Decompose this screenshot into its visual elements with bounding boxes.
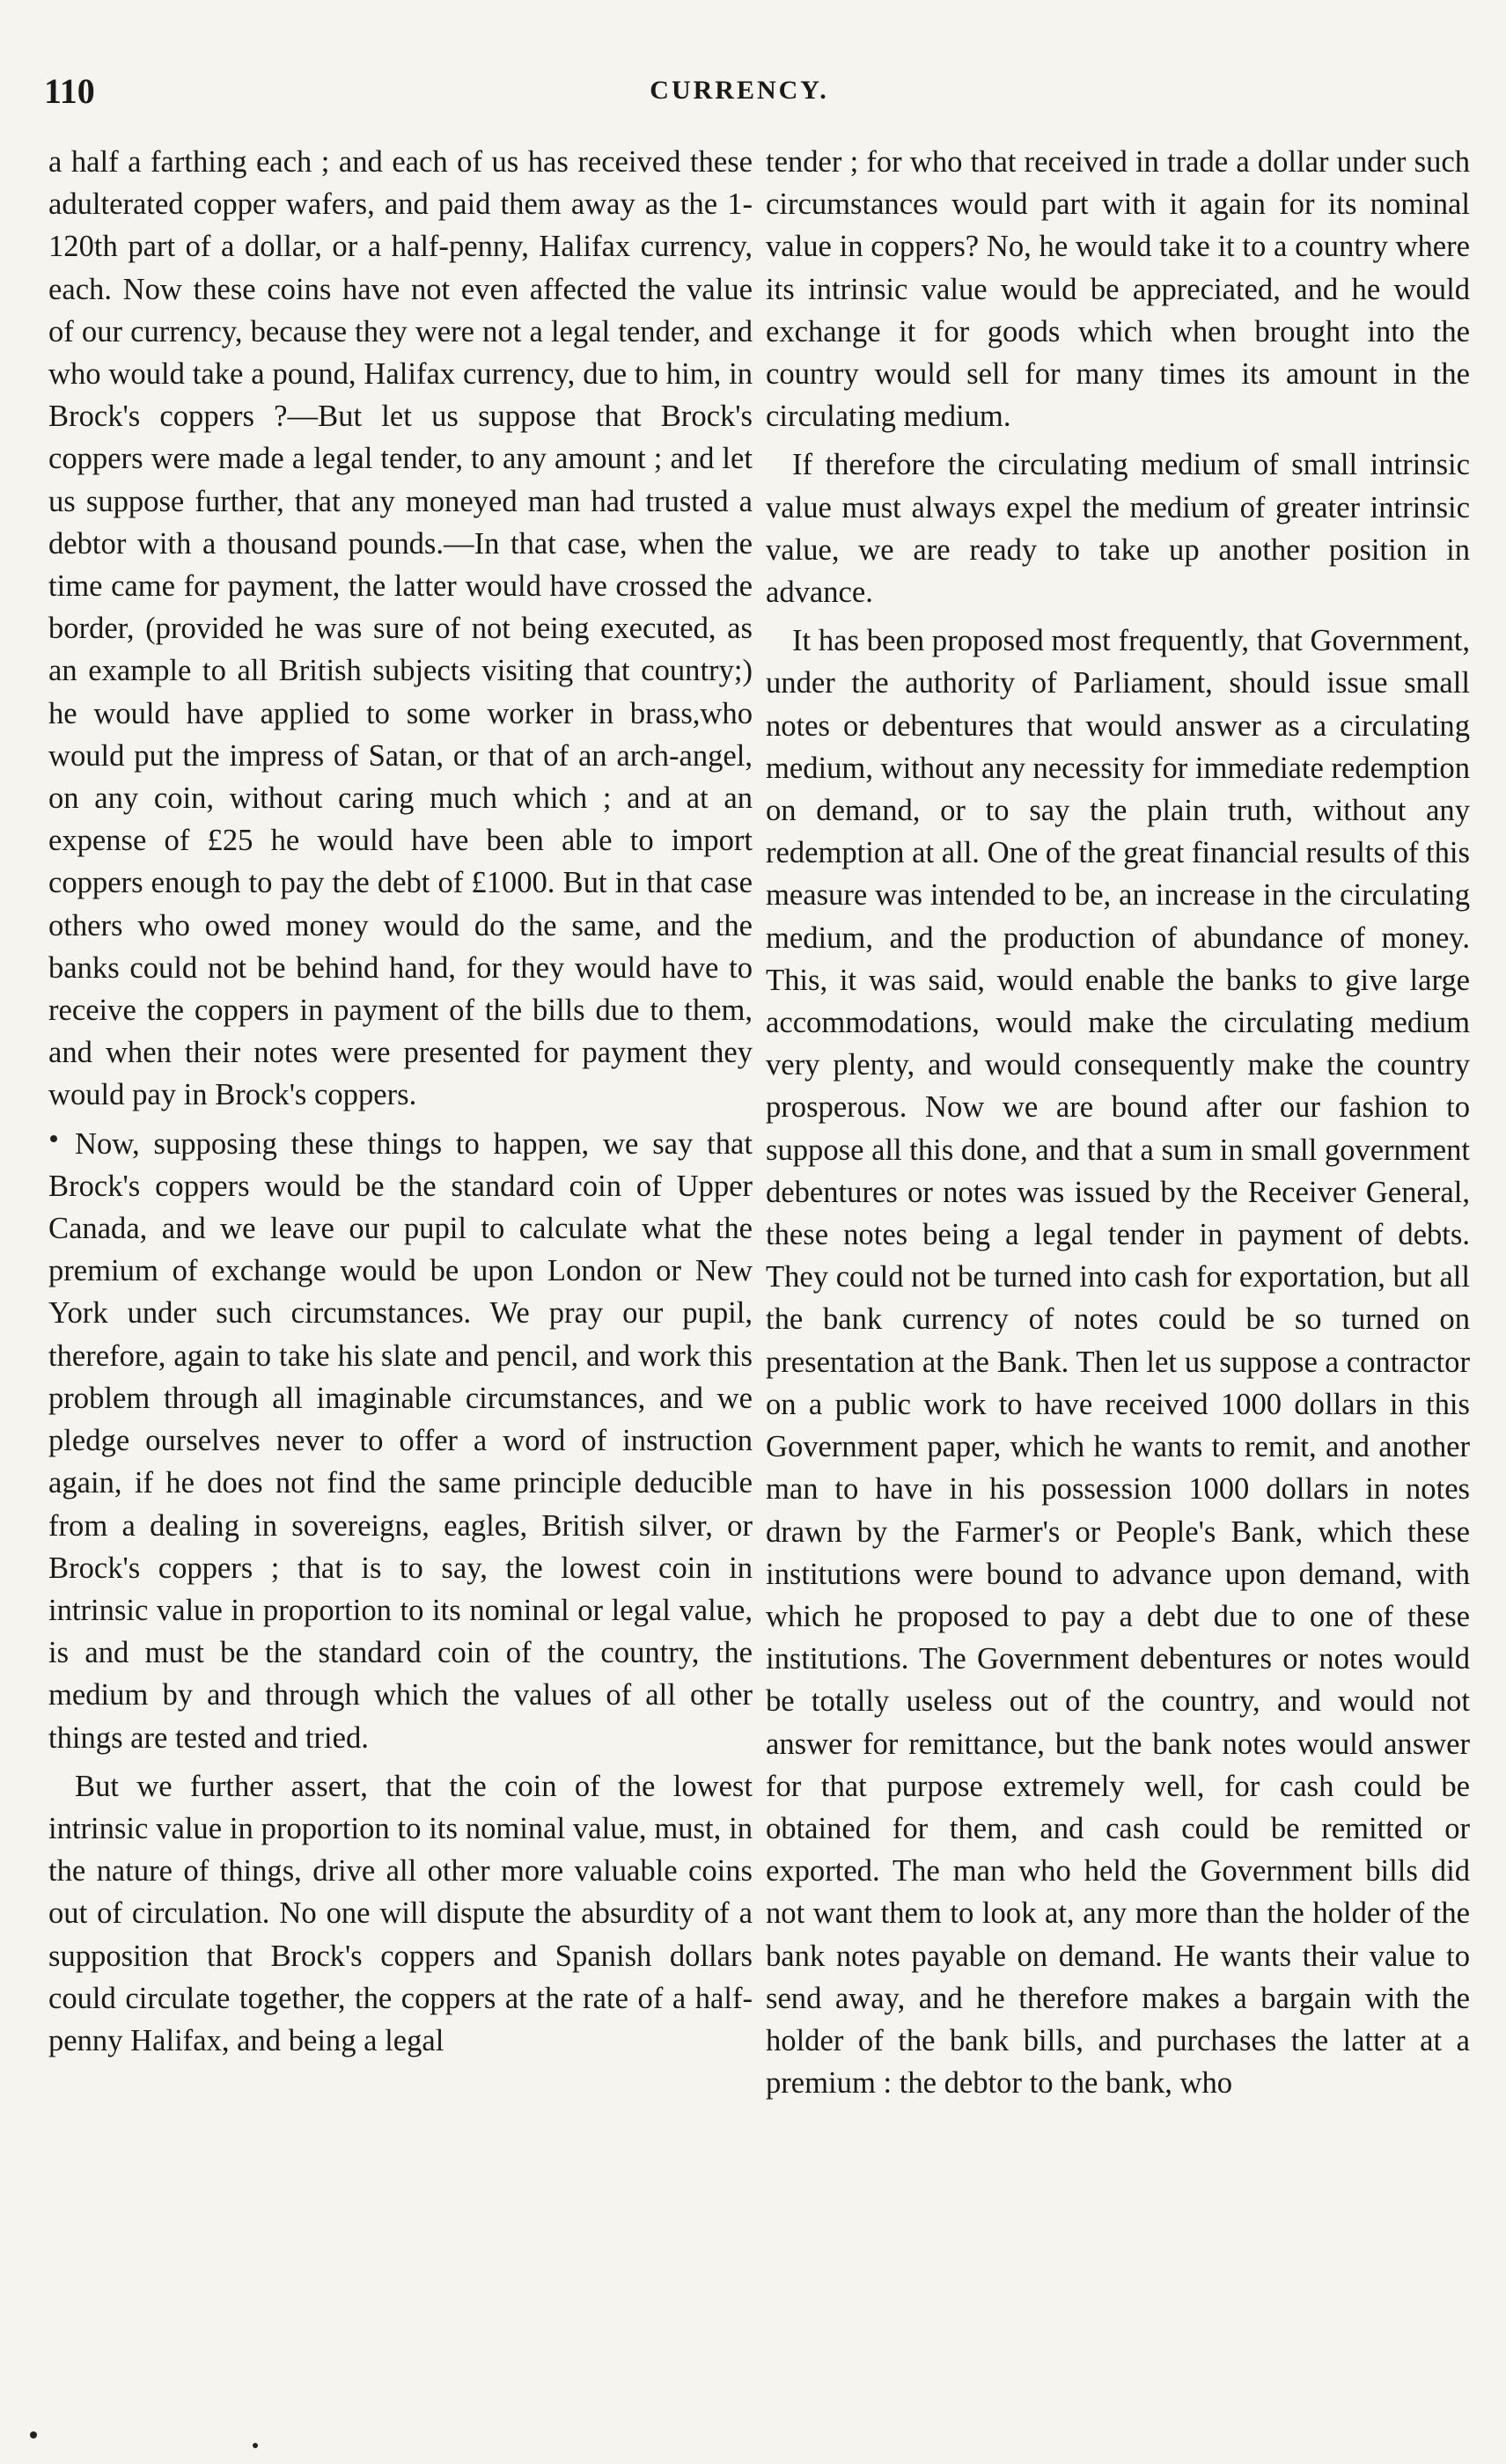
paragraph: If therefore the circulating medium of small intrinsic value must always expel the medium of greater intrinsic value, we are ready to take up another position in advance. [766,448,1470,610]
paragraph: It has been proposed most frequently, that Government, under the authority of Parliament, should issue small notes or debentures that would answer as a circulating medium, without any necessity for immediate redemption on demand, or to say the plain truth, without any redemption at all. One of the great financial results of this measure was intended to be, an increase in the circulating medium, and the production of abundance of money. This, it was said, would enable the banks to give large accommodations, would make the circulating medium very plenty, and would consequently make the country prosperous. Now we are bound after our fashion to suppose all this done, and that a sum in small government debentures or notes was issued by the Receiver General, these notes being a legal tender in payment of debts. They could not be turned into cash for exportation, but all the bank currency of notes could be so turned on presentation at the Bank. Then let us suppose a contractor on a public work to have received 1000 dollars in this Government paper, which he wants to remit, and another man to have in his possession 1000 dollars in notes drawn by the Farmer's or People's Bank, which these institutions were bound to advance upon demand, with which he proposed to pay a debt due to one of these institutions. The Government debentures or notes would be totally useless out of the country, and would not answer for remittance, but the bank notes would answer for that purpose extremely well, for cash could be obtained for them, and cash could be remitted or exported. The man who held the Government bills did not want them to look at, any more than the holder of the bank notes payable on demand. He wants their value to send away, and he therefore makes a bargain with the holder of the bank bills, and purchases the latter at a premium : the debtor to the bank, who [766,624,1470,2101]
paragraph: But we further assert, that the coin of the lowest intrinsic value in proportion to its nominal value, must, in the nature of things, drive all other more valuable coins out of circulation. No one will dispute the absurdity of a supposition that Brock's coppers and Spanish dollars could circulate together, the coppers at the rate of a half-penny Halifax, and being a legal [48,1769,753,2057]
running-title: CURRENCY. [650,76,829,105]
ink-spot [30,2431,37,2438]
paragraph: a half a farthing each ; and each of us has received these adulterated copper wafers, and paid them away as the 1-120th part of a dollar, or a half-penny, Halifax currency, each. Now these coins have not even affected the value of our currency, because they were not a legal tender, and who would take a pound, Halifax currency, due to him, in Brock's coppers ?—But let us suppose that Brock's coppers were made a legal tender, to any amount ; and let us suppose further, that any moneyed man had trusted a debtor with a thousand pounds.—In that case, when the time came for payment, the latter would have crossed the border, (provided he was sure of not being executed, as an example to all British subjects visiting that country;) he would have applied to some worker in brass,who would put the impress of Satan, or that of an arch-angel, on any coin, without caring much which ; and at an expense of £25 he would have been able to import coppers enough to pay the debt of £1000. But in that case others who owed money would do the same, and the banks could not be behind hand, for they would have to receive the coppers in payment of the bills due to them, and when their notes were presented for payment they would pay in Brock's coppers. [48,145,753,1112]
paragraph: Now, supposing these things to happen, we say that Brock's coppers would be the standard coin of Upper Canada, and we leave our pupil to calculate what the premium of exchange would be upon London or New York under such circumstances. We pray our pupil, therefore, again to take his slate and pencil, and work this problem through all imaginable circumstances, and we pledge ourselves never to offer a word of instruction again, if he does not find the same principle deducible from a dealing in sovereigns, eagles, British silver, or Brock's coppers ; that is to say, the lowest coin in intrinsic value in proportion to its nominal or legal value, is and must be the standard coin of the country, the medium by and through which the values of all other things are tested and tried. [48,1126,753,1755]
right-column [766,141,1470,2104]
ink-spot [253,2443,258,2448]
page-header [44,70,1435,132]
page-number: 110 [44,71,95,111]
paragraph: tender ; for who that received in trade a dollar under such circumstances would part with it again for its nominal value in coppers? No, he would take it to a country where its intrinsic value would be appreciated, and he would exchange it for goods which when brought into the country would sell for many times its amount in the circulating medium. [766,145,1470,434]
ink-spot [50,1135,57,1142]
left-column [48,141,753,2062]
